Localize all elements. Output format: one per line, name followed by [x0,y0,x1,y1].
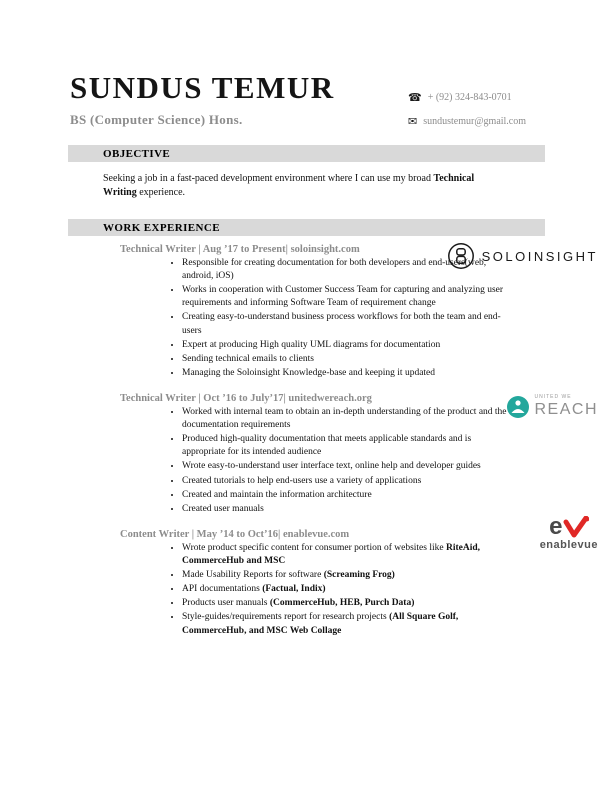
job-bullet-list [120,406,512,516]
bullet-item: • Created and maintain the information architecture [182,489,512,502]
enablevue-logo [539,513,598,551]
job-entry [120,393,598,516]
job-title: Technical Writer | Oct ’16 to July’17| unitedwereach.org [120,392,372,404]
unitedwereach-tagline: UNITED WE [534,394,572,401]
work-section-title: WORK EXPERIENCE [103,221,220,234]
bullet-item: • Created user manuals [182,503,512,516]
bullet-item: • Wrote easy-to-understand user interface text, online help and developer guides [182,460,512,473]
unitedwereach-logo [506,395,598,419]
bullet-item: • Responsible for creating documentation for both developers and end-users(web, android, iOS) [182,257,512,283]
bullet-item: • Worked with internal team to obtain an in-depth understanding of the product and the documentation requirements [182,406,512,432]
job-bullet-list [120,257,512,380]
email-address: sundustemur@gmail.com [423,116,527,127]
soloinsight-logo-text: SOLOINSIGHT [481,248,598,264]
bullet-item: • Sending technical emails to clients [182,353,512,366]
objective-text: Seeking a job in a fast-paced development environment where I can use my broad Technical Writing experience. [103,173,475,198]
email-icon: ✉ [408,115,418,128]
job-entry [120,513,598,638]
enablevue-logo-text: enablevue [539,538,598,551]
job-bullet-list [120,542,512,638]
email-row [408,115,526,128]
bullet-item: • Managing the Soloinsight Knowledge-base and keeping it updated [182,367,512,380]
bullet-item: • Produced high-quality documentation that meets applicable standards and is appropriate for its intended audience [182,433,512,459]
person-name: SUNDUS TEMUR [70,70,335,105]
objective-section-title: OBJECTIVE [103,147,171,160]
unitedwereach-logo-text: REACH [534,401,598,419]
soloinsight-icon [447,242,475,270]
bullet-item: • Expert at producing High quality UML diagrams for documentation [182,339,512,352]
bullet-item: • Wrote product specific content for consumer portion of websites like RiteAid, CommerceHub and MSC [182,542,512,568]
bullet-item: • Products user manuals (CommerceHub, HEB, Purch Data) [182,597,512,610]
bullet-item: • Created tutorials to help end-users use a variety of applications [182,475,512,488]
job-entry [120,244,598,380]
bullet-item: • Made Usability Reports for software (Screaming Frog) [182,569,512,582]
bullet-item: • Style-guides/requirements report for research projects (All Square Golf, CommerceHub, and MSC Web Collage [182,611,512,637]
phone-icon: ☎ [408,91,422,104]
job-list [120,244,598,651]
bullet-item: • Creating easy-to-understand business process workflows for both the team and end-users [182,311,512,337]
objective-section-header [68,145,545,162]
bullet-item: • Works in cooperation with Customer Success Team for capturing and analyzing user requirements and informing Software Team of requirement change [182,284,512,310]
work-section-header [68,219,545,236]
phone-number: + (92) 324-843-0701 [427,92,512,103]
enablevue-icon: e [549,516,588,538]
soloinsight-logo [447,242,598,270]
degree: BS (Computer Science) Hons. [70,112,243,127]
job-title: Content Writer | May ’14 to Oct’16| enablevue.com [120,528,350,540]
job-title: Technical Writer | Aug ’17 to Present| soloinsight.com [120,244,360,255]
phone-row [408,91,512,104]
bullet-item: • API documentations (Factual, Indix) [182,583,512,596]
unitedwereach-icon [506,395,530,419]
